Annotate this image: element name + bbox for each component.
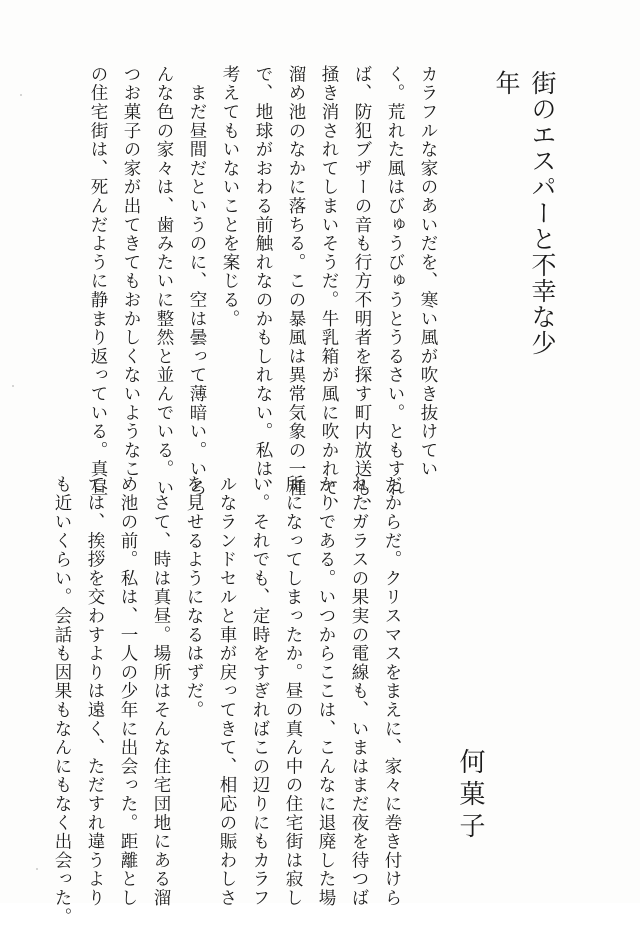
text-line: い。それでも、定時をすぎればこの辺りにもカラフ	[250, 475, 270, 908]
scan-speck	[20, 94, 22, 96]
text-line: れたガラスの果実の電線も、いまはまだ夜を待つば	[349, 475, 369, 908]
author-name: 何菓子	[455, 748, 485, 844]
text-line: く。荒れた風はびゅうびゅうとうるさい。ともすれ	[385, 65, 405, 498]
text-line: ては、挨拶を交わすよりは遠く、ただすれ違うより	[85, 475, 105, 908]
scan-speck	[36, 868, 38, 870]
text-line: 所になってしまったか。昼の真ん中の住宅街は寂し	[283, 475, 303, 908]
text-line: を見せるようになるはずだ。	[184, 475, 204, 720]
scan-speck	[12, 385, 14, 387]
text-line: さて、時は真昼。場所はそんな住宅団地にある溜	[151, 475, 171, 908]
story-title: 街のエスパーと不幸な少年	[492, 70, 557, 356]
text-line: ば、防犯ブザーの音も行方不明者を探す町内放送も、	[352, 65, 372, 517]
text-line: んな色の家々は、歯みたいに整然と並んでいる。い	[154, 65, 174, 498]
text-line: かりである。いつからここは、こんなに退廃した場	[316, 475, 336, 908]
text-line: だからだ。クリスマスをまえに、家々に巻き付けら	[382, 475, 402, 908]
text-line: 溜め池のなかに落ちる。この暴風は異常気象の一種	[286, 65, 306, 498]
text-line: も近いくらい。会話も因果もなんにもなく出会った。	[52, 475, 72, 926]
body-text-lower	[12, 475, 408, 926]
text-line: ルなランドセルと車が戻ってきて、相応の賑わしさ	[217, 475, 237, 908]
text-line: まだ昼間だというのに、空は曇って薄暗い。いろ	[187, 65, 207, 498]
text-line: カラフルな家のあいだを、寒い風が吹き抜けてい	[418, 65, 438, 479]
text-line: つお菓子の家が出てきてもおかしくないようなこ	[121, 65, 141, 479]
text-line: 考えてもいないことを案じる。	[220, 65, 240, 329]
text-line: め池の前。私は、一人の少年に出会った。距離とし	[118, 475, 138, 908]
text-line: で、地球がおわる前触れなのかもしれない。私は、	[253, 65, 273, 498]
text-line: の住宅街は、死んだように静まり返っている。真昼	[88, 65, 108, 498]
body-text-upper	[48, 65, 444, 517]
text-line: 掻き消されてしまいそうだ。牛乳箱が風に吹かれて、	[319, 65, 339, 517]
